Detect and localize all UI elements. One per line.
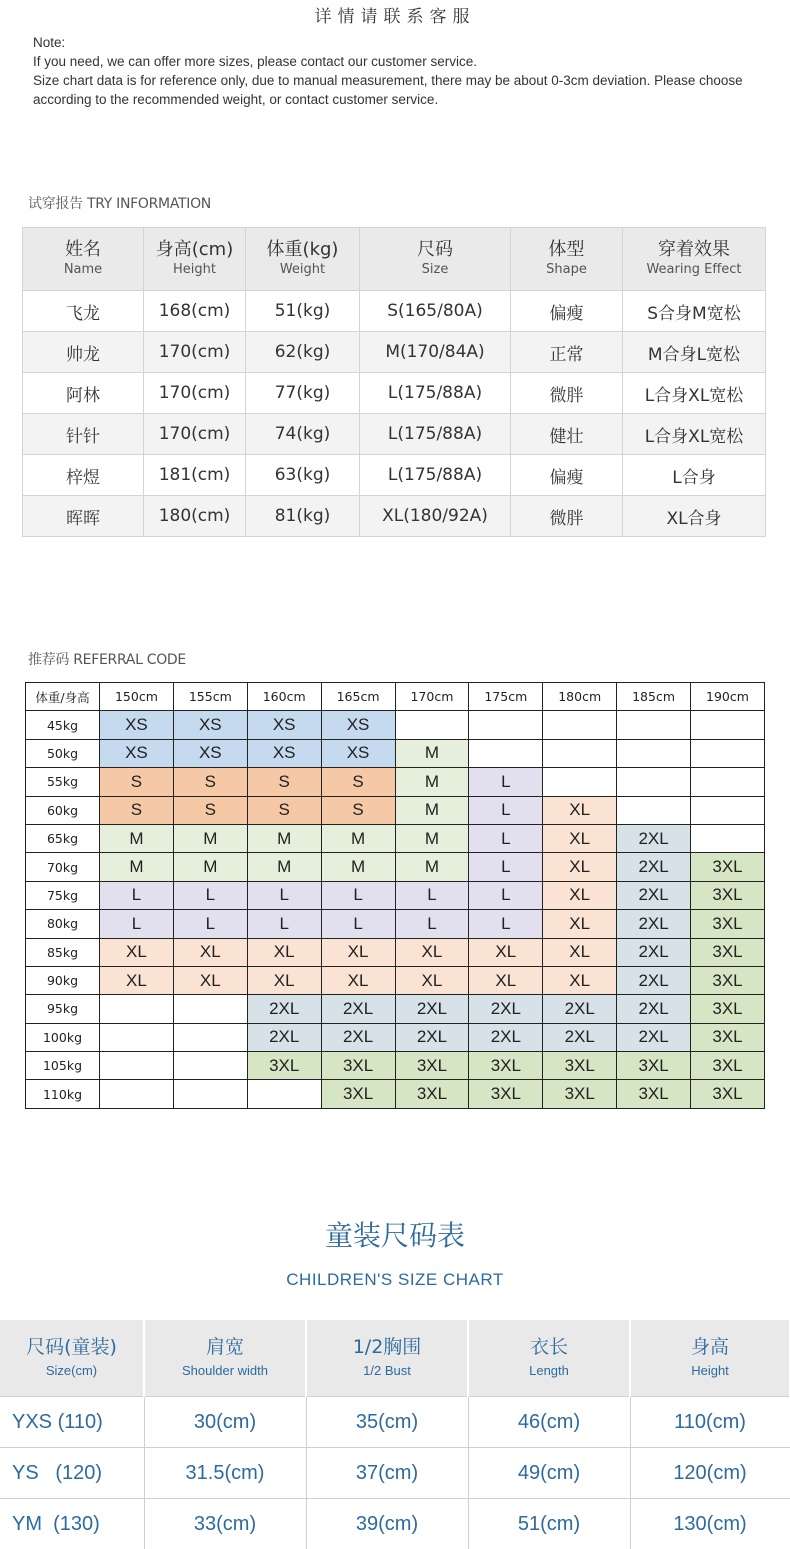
referral-size-cell: XL: [469, 966, 543, 994]
try-cell: L(175/88A): [360, 414, 511, 455]
try-cell: XL合身: [623, 496, 766, 537]
try-header-en: Wearing Effect: [623, 261, 765, 279]
kids-size-chart-title: 童装尺码表: [0, 1214, 790, 1254]
try-row: [23, 455, 766, 496]
referral-size-cell: [247, 1080, 321, 1108]
referral-size-cell: XL: [543, 966, 617, 994]
try-cell: XL(180/92A): [360, 496, 511, 537]
referral-size-cell: 3XL: [691, 1080, 765, 1108]
try-cell: 微胖: [511, 496, 623, 537]
try-cell: 晖晖: [23, 496, 144, 537]
referral-height-header: 175cm: [469, 683, 543, 711]
try-cell: S(165/80A): [360, 291, 511, 332]
referral-size-cell: M: [247, 824, 321, 852]
kids-size-chart-subtitle: CHILDREN'S SIZE CHART: [0, 1270, 790, 1290]
referral-size-cell: 2XL: [617, 938, 691, 966]
referral-size-cell: 2XL: [617, 910, 691, 938]
try-cell: M(170/84A): [360, 332, 511, 373]
referral-size-cell: XL: [543, 910, 617, 938]
referral-size-cell: 3XL: [395, 1052, 469, 1080]
referral-weight-label: 85kg: [26, 938, 100, 966]
referral-size-cell: M: [395, 739, 469, 767]
try-header-zh: 体重(kg): [246, 239, 359, 261]
try-information-table: [22, 227, 766, 537]
referral-size-cell: 3XL: [617, 1052, 691, 1080]
referral-size-cell: L: [469, 824, 543, 852]
referral-size-cell: S: [247, 768, 321, 796]
referral-size-cell: M: [321, 824, 395, 852]
referral-size-cell: M: [173, 824, 247, 852]
referral-row: [26, 824, 765, 852]
referral-size-cell: [173, 995, 247, 1023]
kids-cell: 33(cm): [144, 1499, 306, 1549]
referral-size-cell: 3XL: [691, 910, 765, 938]
referral-row: [26, 1023, 765, 1051]
try-cell: 51(kg): [246, 291, 360, 332]
referral-size-cell: L: [469, 768, 543, 796]
kids-body: [0, 1397, 790, 1549]
try-header-cell: [511, 228, 623, 291]
try-cell: L合身: [623, 455, 766, 496]
try-cell: 170(cm): [144, 373, 246, 414]
referral-weight-label: 95kg: [26, 995, 100, 1023]
referral-size-cell: 3XL: [321, 1080, 395, 1108]
referral-size-cell: 3XL: [395, 1080, 469, 1108]
kids-cell: YM (130): [0, 1499, 144, 1549]
referral-size-cell: 3XL: [691, 1052, 765, 1080]
referral-size-cell: 2XL: [543, 995, 617, 1023]
referral-size-cell: XS: [247, 711, 321, 739]
try-cell: 77(kg): [246, 373, 360, 414]
kids-cell: 130(cm): [630, 1499, 790, 1549]
kids-cell: 30(cm): [144, 1397, 306, 1448]
referral-size-cell: 3XL: [691, 853, 765, 881]
referral-size-cell: S: [321, 796, 395, 824]
kids-cell: 37(cm): [306, 1448, 468, 1499]
referral-size-cell: 3XL: [691, 966, 765, 994]
referral-size-cell: XL: [543, 853, 617, 881]
referral-size-cell: M: [247, 853, 321, 881]
try-cell: 微胖: [511, 373, 623, 414]
referral-size-cell: S: [100, 768, 174, 796]
try-header-en: Shape: [511, 261, 622, 279]
kids-header-cell: [144, 1320, 306, 1397]
try-body: [23, 291, 766, 537]
referral-size-cell: 2XL: [469, 995, 543, 1023]
kids-header-en: Height: [631, 1360, 789, 1382]
kids-header-zh: 身高: [631, 1334, 789, 1360]
referral-size-cell: [100, 1080, 174, 1108]
referral-size-cell: 3XL: [469, 1080, 543, 1108]
kids-cell: 49(cm): [468, 1448, 630, 1499]
referral-size-cell: M: [395, 853, 469, 881]
kids-header-cell: [468, 1320, 630, 1397]
referral-size-cell: 2XL: [543, 1023, 617, 1051]
try-header-zh: 姓名: [23, 239, 143, 261]
kids-row: [0, 1499, 790, 1549]
referral-row: [26, 711, 765, 739]
referral-size-cell: 3XL: [469, 1052, 543, 1080]
referral-size-cell: [543, 768, 617, 796]
referral-size-cell: L: [395, 881, 469, 909]
referral-size-cell: L: [321, 910, 395, 938]
try-information-label: 试穿报告 TRY INFORMATION: [28, 193, 211, 213]
referral-row: [26, 796, 765, 824]
referral-size-cell: S: [247, 796, 321, 824]
referral-size-cell: [469, 739, 543, 767]
kids-cell: 31.5(cm): [144, 1448, 306, 1499]
referral-row: [26, 995, 765, 1023]
referral-body: [26, 711, 765, 1108]
referral-size-cell: XL: [395, 966, 469, 994]
try-cell: 181(cm): [144, 455, 246, 496]
try-header-zh: 体型: [511, 239, 622, 261]
referral-size-cell: 3XL: [691, 938, 765, 966]
try-cell: L(175/88A): [360, 373, 511, 414]
referral-size-cell: [617, 739, 691, 767]
referral-row: [26, 938, 765, 966]
kids-row: [0, 1448, 790, 1499]
referral-size-cell: [469, 711, 543, 739]
referral-height-header: 165cm: [321, 683, 395, 711]
try-header-cell: [360, 228, 511, 291]
referral-size-cell: 3XL: [691, 995, 765, 1023]
referral-size-cell: [173, 1080, 247, 1108]
try-header-en: Name: [23, 261, 143, 279]
try-header-en: Size: [360, 261, 510, 279]
referral-size-cell: XL: [247, 966, 321, 994]
referral-size-cell: XS: [321, 711, 395, 739]
referral-size-cell: M: [395, 796, 469, 824]
referral-size-cell: [617, 711, 691, 739]
try-cell: 梓煜: [23, 455, 144, 496]
referral-weight-label: 60kg: [26, 796, 100, 824]
try-row: [23, 332, 766, 373]
try-header-cell: [23, 228, 144, 291]
referral-size-cell: [691, 824, 765, 852]
referral-height-header: 155cm: [173, 683, 247, 711]
referral-size-cell: XS: [173, 739, 247, 767]
referral-size-cell: XL: [100, 966, 174, 994]
referral-size-cell: S: [173, 796, 247, 824]
note-heading: Note:: [33, 33, 763, 52]
try-header-row: [23, 228, 766, 291]
referral-height-header: 160cm: [247, 683, 321, 711]
referral-size-cell: [617, 768, 691, 796]
referral-weight-label: 55kg: [26, 768, 100, 796]
referral-size-cell: XL: [321, 938, 395, 966]
size-note: [33, 33, 763, 109]
referral-size-cell: L: [173, 910, 247, 938]
referral-size-cell: XS: [100, 739, 174, 767]
referral-size-cell: 2XL: [617, 966, 691, 994]
kids-cell: YXS (110): [0, 1397, 144, 1448]
try-cell: 偏瘦: [511, 455, 623, 496]
referral-size-cell: S: [173, 768, 247, 796]
referral-row: [26, 910, 765, 938]
kids-header-en: Size(cm): [0, 1360, 143, 1382]
referral-weight-label: 105kg: [26, 1052, 100, 1080]
referral-height-header: 150cm: [100, 683, 174, 711]
referral-size-cell: [100, 1023, 174, 1051]
referral-size-cell: XL: [543, 824, 617, 852]
try-cell: L(175/88A): [360, 455, 511, 496]
referral-size-cell: [100, 1052, 174, 1080]
referral-size-cell: [173, 1023, 247, 1051]
referral-weight-label: 100kg: [26, 1023, 100, 1051]
referral-size-cell: XL: [469, 938, 543, 966]
try-cell: 飞龙: [23, 291, 144, 332]
kids-cell: 110(cm): [630, 1397, 790, 1448]
referral-weight-label: 65kg: [26, 824, 100, 852]
referral-size-cell: L: [395, 910, 469, 938]
referral-size-cell: L: [321, 881, 395, 909]
referral-height-header: 170cm: [395, 683, 469, 711]
kids-header-cell: [306, 1320, 468, 1397]
try-header-cell: [144, 228, 246, 291]
referral-size-cell: [395, 711, 469, 739]
referral-row: [26, 1052, 765, 1080]
referral-size-cell: 2XL: [395, 1023, 469, 1051]
referral-size-cell: 2XL: [617, 995, 691, 1023]
kids-header-en: 1/2 Bust: [307, 1360, 467, 1382]
referral-size-cell: 2XL: [617, 824, 691, 852]
kids-row: [0, 1397, 790, 1448]
kids-header-zh: 肩宽: [145, 1334, 305, 1360]
kids-cell: 120(cm): [630, 1448, 790, 1499]
referral-size-cell: XL: [173, 938, 247, 966]
referral-size-cell: 2XL: [617, 881, 691, 909]
referral-size-cell: [691, 739, 765, 767]
referral-size-cell: [617, 796, 691, 824]
referral-header-row: [26, 683, 765, 711]
try-cell: 170(cm): [144, 414, 246, 455]
try-row: [23, 373, 766, 414]
try-cell: 偏瘦: [511, 291, 623, 332]
referral-size-cell: XL: [247, 938, 321, 966]
referral-size-cell: M: [100, 824, 174, 852]
try-header-zh: 穿着效果: [623, 239, 765, 261]
referral-size-cell: 3XL: [617, 1080, 691, 1108]
referral-row: [26, 739, 765, 767]
referral-size-cell: XL: [543, 796, 617, 824]
try-cell: 168(cm): [144, 291, 246, 332]
referral-size-cell: S: [321, 768, 395, 796]
referral-size-cell: L: [247, 910, 321, 938]
referral-size-cell: M: [321, 853, 395, 881]
referral-size-cell: [543, 711, 617, 739]
try-row: [23, 291, 766, 332]
referral-size-cell: 3XL: [321, 1052, 395, 1080]
referral-size-cell: L: [469, 881, 543, 909]
try-cell: M合身L宽松: [623, 332, 766, 373]
referral-size-cell: 3XL: [543, 1052, 617, 1080]
referral-size-cell: [691, 796, 765, 824]
referral-row: [26, 853, 765, 881]
referral-size-cell: L: [173, 881, 247, 909]
referral-size-cell: XL: [100, 938, 174, 966]
try-cell: 63(kg): [246, 455, 360, 496]
referral-size-cell: [543, 739, 617, 767]
try-cell: 81(kg): [246, 496, 360, 537]
referral-size-cell: L: [100, 910, 174, 938]
referral-weight-label: 75kg: [26, 881, 100, 909]
kids-cell: 51(cm): [468, 1499, 630, 1549]
kids-header-zh: 尺码(童装): [0, 1334, 143, 1360]
referral-size-cell: [691, 711, 765, 739]
try-cell: 健壮: [511, 414, 623, 455]
kids-cell: 39(cm): [306, 1499, 468, 1549]
referral-size-cell: L: [469, 910, 543, 938]
referral-size-cell: 3XL: [691, 1023, 765, 1051]
referral-size-cell: [173, 1052, 247, 1080]
referral-weight-label: 70kg: [26, 853, 100, 881]
referral-size-cell: 2XL: [247, 1023, 321, 1051]
referral-weight-label: 80kg: [26, 910, 100, 938]
referral-size-grid: [25, 682, 765, 1109]
try-cell: L合身XL宽松: [623, 373, 766, 414]
referral-size-cell: 3XL: [543, 1080, 617, 1108]
referral-size-cell: M: [173, 853, 247, 881]
referral-code-label: 推荐码 REFERRAL CODE: [28, 649, 186, 669]
referral-row: [26, 881, 765, 909]
referral-size-cell: M: [100, 853, 174, 881]
try-cell: 阿林: [23, 373, 144, 414]
referral-size-cell: S: [100, 796, 174, 824]
kids-cell: 46(cm): [468, 1397, 630, 1448]
try-cell: 帅龙: [23, 332, 144, 373]
referral-height-header: 185cm: [617, 683, 691, 711]
try-cell: S合身M宽松: [623, 291, 766, 332]
referral-row: [26, 1080, 765, 1108]
referral-weight-label: 110kg: [26, 1080, 100, 1108]
kids-header-en: Shoulder width: [145, 1360, 305, 1382]
referral-size-cell: XS: [100, 711, 174, 739]
kids-header-zh: 衣长: [469, 1334, 629, 1360]
referral-corner-cell: 体重/身高: [26, 683, 100, 711]
referral-size-cell: L: [469, 853, 543, 881]
kids-header-zh: 1/2胸围: [307, 1334, 467, 1360]
referral-size-cell: XS: [247, 739, 321, 767]
referral-size-cell: XL: [321, 966, 395, 994]
referral-size-cell: 2XL: [617, 1023, 691, 1051]
referral-size-cell: M: [395, 824, 469, 852]
kids-cell: 35(cm): [306, 1397, 468, 1448]
try-row: [23, 496, 766, 537]
referral-height-header: 190cm: [691, 683, 765, 711]
try-cell: 62(kg): [246, 332, 360, 373]
try-cell: 正常: [511, 332, 623, 373]
note-line-deviation: Size chart data is for reference only, due to manual measurement, there may be about 0-3cm deviation. Please choose according to the recommended weight, or contact customer service.: [33, 71, 763, 109]
note-line-more-sizes: If you need, we can offer more sizes, please contact our customer service.: [33, 52, 763, 71]
try-header-zh: 尺码: [360, 239, 510, 261]
try-header-cell: [246, 228, 360, 291]
try-cell: 170(cm): [144, 332, 246, 373]
referral-size-cell: XL: [173, 966, 247, 994]
try-header-cell: [623, 228, 766, 291]
referral-size-cell: 2XL: [395, 995, 469, 1023]
referral-weight-label: 45kg: [26, 711, 100, 739]
try-header-en: Weight: [246, 261, 359, 279]
try-header-en: Height: [144, 261, 245, 279]
referral-size-cell: L: [469, 796, 543, 824]
referral-size-cell: [691, 768, 765, 796]
referral-size-cell: 2XL: [321, 995, 395, 1023]
referral-size-cell: XL: [395, 938, 469, 966]
try-cell: 针针: [23, 414, 144, 455]
referral-size-cell: 3XL: [247, 1052, 321, 1080]
referral-row: [26, 768, 765, 796]
try-row: [23, 414, 766, 455]
referral-weight-label: 50kg: [26, 739, 100, 767]
referral-size-cell: 2XL: [617, 853, 691, 881]
try-header-zh: 身高(cm): [144, 239, 245, 261]
referral-weight-label: 90kg: [26, 966, 100, 994]
kids-header-en: Length: [469, 1360, 629, 1382]
kids-header-row: [0, 1320, 790, 1397]
referral-height-header: 180cm: [543, 683, 617, 711]
referral-size-cell: XS: [321, 739, 395, 767]
kids-header-cell: [0, 1320, 144, 1397]
page-header-title: 详情请联系客服: [0, 2, 790, 27]
try-cell: L合身XL宽松: [623, 414, 766, 455]
referral-size-cell: 2XL: [469, 1023, 543, 1051]
referral-size-cell: XS: [173, 711, 247, 739]
try-cell: 180(cm): [144, 496, 246, 537]
kids-cell: YS (120): [0, 1448, 144, 1499]
referral-size-cell: M: [395, 768, 469, 796]
referral-size-cell: XL: [543, 938, 617, 966]
referral-size-cell: XL: [543, 881, 617, 909]
referral-size-cell: 3XL: [691, 881, 765, 909]
kids-header-cell: [630, 1320, 790, 1397]
referral-size-cell: L: [247, 881, 321, 909]
referral-size-cell: [100, 995, 174, 1023]
referral-size-cell: 2XL: [247, 995, 321, 1023]
try-cell: 74(kg): [246, 414, 360, 455]
referral-size-cell: L: [100, 881, 174, 909]
referral-row: [26, 966, 765, 994]
kids-size-table: [0, 1320, 790, 1549]
referral-size-cell: 2XL: [321, 1023, 395, 1051]
